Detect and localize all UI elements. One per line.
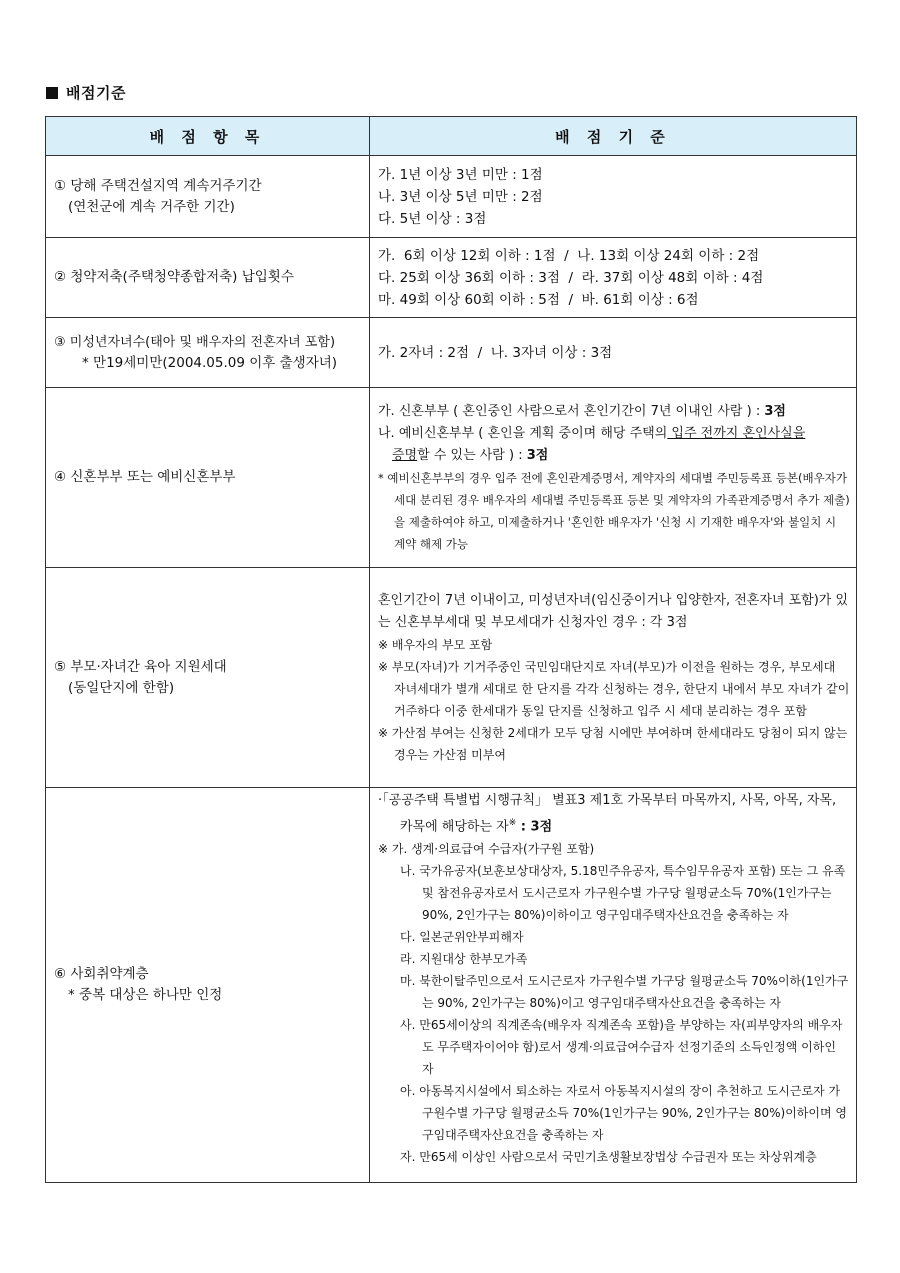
criteria-line: 다. 25회 이상 36회 이하 : 3점 / 라. 37회 이상 48회 이하 : 4점 — [378, 269, 764, 286]
criteria-line: 나. 3년 이상 5년 미만 : 2점 — [378, 188, 543, 205]
item-title: ③ 미성년자녀수(태아 및 배우자의 전혼자녀 포함) — [54, 334, 336, 350]
header-criteria: 배 점 기 준 — [370, 117, 857, 156]
criteria-note: ※ 부모(자녀)가 기거주중인 국민임대단지로 자녀(부모)가 이전을 원하는 경우, 부모세대 자녀세대가 별개 세대로 한 단지를 각각 신청하는 경우, 한단지 내에서 부모 자녀가 같이 거주하다 이중 한세대가 동일 단지를 신청하고 입주 시 세대 분리하는 경우 포함 — [378, 659, 850, 718]
table-row — [46, 156, 857, 238]
criteria-main — [378, 790, 850, 838]
criteria-text: 나. 예비신혼부부 ( 혼인을 계획 중이며 해당 주택의 — [378, 425, 668, 441]
criteria-note: ※ 가산점 부여는 신청한 2세대가 모두 당첨 시에만 부여하며 한세대라도 당첨이 되지 않는 경우는 가산점 미부여 — [378, 725, 848, 762]
item-sub: (동일단지에 한함) — [68, 679, 175, 696]
criteria-line: 가. 2자녀 : 2점 / 나. 3자녀 이상 : 3점 — [378, 344, 613, 361]
table-row — [46, 388, 857, 568]
item-sub: * 중복 대상은 하나만 인정 — [68, 987, 223, 1003]
item-sub: * 만19세미만(2004.05.09 이후 출생자녀) — [82, 354, 338, 371]
criteria-main: 혼인기간이 7년 이내이고, 미성년자녀(임신중이거나 입양한자, 전혼자녀 포함)가 있는 신혼부부세대 및 부모세대가 신청자인 경우 : 각 3점 — [378, 592, 849, 630]
criteria-score: 3점 — [526, 447, 549, 463]
section-title — [46, 82, 126, 103]
table-header-row — [46, 117, 857, 156]
square-bullet-icon — [46, 87, 58, 99]
item-sub: (연천군에 계속 거주한 기간) — [68, 198, 235, 215]
header-item: 배 점 항 목 — [46, 117, 370, 156]
criteria-cell — [370, 318, 857, 388]
criteria-cell — [370, 568, 857, 788]
criteria-text: ·「공공주택 특별법 시행규칙」 별표3 제1호 가목부터 마목까지, 사목, 아목, 자목, 카목에 해당하는 자 — [378, 793, 837, 835]
table-row — [46, 568, 857, 788]
item-cell — [46, 318, 370, 388]
criteria-sub: 라. 지원대상 한부모가족 — [400, 952, 528, 967]
item-title: ① 당해 주택건설지역 계속거주기간 — [54, 177, 262, 194]
criteria-sub: 마. 북한이탈주민으로서 도시근로자 가구원수별 가구당 월평균소득 70%이하(1인가구는 90%, 2인가구는 80%)이고 영구임대주택자산요건을 충족하는 자 — [400, 974, 849, 1011]
item-cell — [46, 568, 370, 788]
criteria-line: 가. 6회 이상 12회 이하 : 1점 / 나. 13회 이상 24회 이하 : 2점 — [378, 247, 760, 264]
criteria-cell — [370, 388, 857, 568]
criteria-sub: 자. 만65세 이상인 사람으로서 국민기초생활보장법상 수급권자 또는 차상위계층 — [400, 1150, 817, 1165]
criteria-line-b2 — [378, 445, 850, 467]
criteria-score: 3점 — [764, 403, 786, 419]
criteria-cell — [370, 238, 857, 318]
criteria-sub: ※ 가. 생계·의료급여 수급자(가구원 포함) — [378, 842, 595, 857]
criteria-sub: 사. 만65세이상의 직계존속(배우자 직계존속 포함)을 부양하는 자(피부양자의 배우자도 무주택자이어야 함)로서 생계·의료급여수급자 선정기준의 소득인정액 이하인 자 — [400, 1018, 843, 1077]
item-title: ⑥ 사회취약계층 — [54, 966, 149, 982]
section-title-text: 배점기준 — [66, 84, 126, 102]
criteria-text: 가. 신혼부부 ( 혼인중인 사람으로서 혼인기간이 7년 이내인 사람 ) : — [378, 403, 765, 419]
criteria-cell — [370, 156, 857, 238]
table-row — [46, 238, 857, 318]
criteria-line-a — [378, 401, 850, 423]
criteria-underline: 입주 전까지 혼인사실을 — [667, 425, 806, 441]
item-title: ⑤ 부모·자녀간 육아 지원세대 — [54, 658, 227, 675]
item-cell — [46, 788, 370, 1183]
item-title: ② 청약저축(주택청약종합저축) 납입횟수 — [54, 269, 294, 285]
criteria-line: 마. 49회 이상 60회 이하 : 5점 / 바. 61회 이상 : 6점 — [378, 291, 699, 308]
criteria-sub: 나. 국가유공자(보훈보상대상자, 5.18민주유공자, 특수임무유공자 포함) 또는 그 유족 및 참전유공자로서 도시근로자 가구원수별 가구당 월평균소득 70%(1인가구는 90%, 2인가구는 80%)이하이고 영구임대주택자산요건을 충족하는 자 — [400, 864, 846, 923]
criteria-note: ※ 배우자의 부모 포함 — [378, 637, 493, 652]
criteria-sup: ※ — [508, 818, 517, 828]
criteria-cell — [370, 788, 857, 1183]
criteria-note: * 예비신혼부부의 경우 입주 전에 혼인관계증명서, 계약자의 세대별 주민등록표 등본(배우자가 세대 분리된 경우 배우자의 세대별 주민등록표 등본 및 계약자의 가족관계증명서 추가 제출)을 제출하여야 하고, 미제출하거나 '혼인한 배우자가 '신청 시 기재한 배우자'와 불일치 시 계약 해제 가능 — [378, 470, 850, 551]
criteria-line: 다. 5년 이상 : 3점 — [378, 210, 487, 227]
criteria-text: 할 수 있는 사람 ) : — [417, 447, 527, 463]
item-cell — [46, 238, 370, 318]
criteria-line: 가. 1년 이상 3년 미만 : 1점 — [378, 166, 543, 183]
item-cell — [46, 156, 370, 238]
criteria-sub: 아. 아동복지시설에서 퇴소하는 자로서 아동복지시설의 장이 추천하고 도시근로자 가구원수별 가구당 월평균소득 70%(1인가구는 90%, 2인가구는 80%)이하이며 영구임대주택자산요건을 충족하는 자 — [400, 1084, 847, 1143]
item-cell — [46, 388, 370, 568]
scoring-table — [45, 116, 857, 1183]
item-title: ④ 신혼부부 또는 예비신혼부부 — [54, 469, 236, 485]
criteria-score: : 3점 — [516, 819, 553, 835]
criteria-line-b1 — [378, 423, 850, 445]
criteria-sub: 다. 일본군위안부피해자 — [400, 930, 524, 945]
table-row — [46, 318, 857, 388]
table-row — [46, 788, 857, 1183]
criteria-underline: 증명 — [392, 447, 418, 463]
